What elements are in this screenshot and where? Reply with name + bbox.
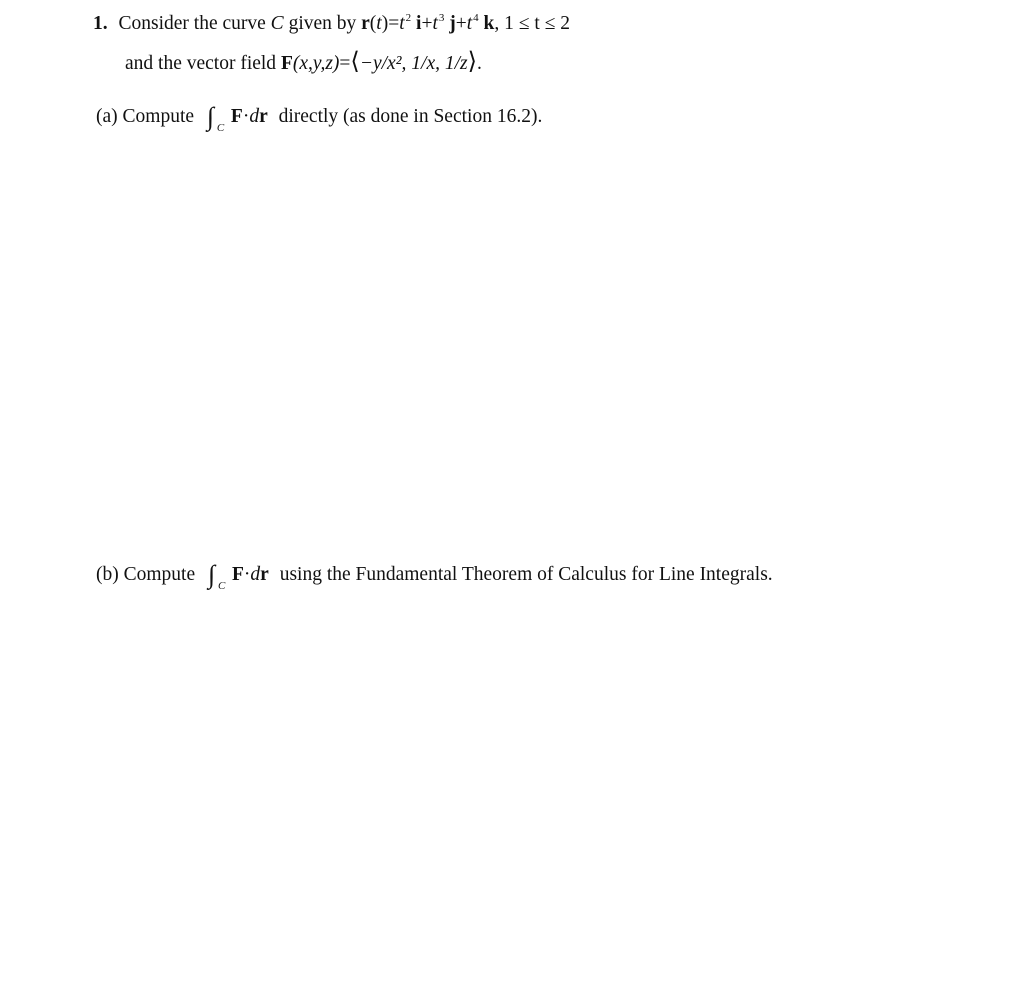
integral-symbol: ∫ C (206, 102, 225, 134)
part-a-text: directly (as done in Section 16.2). (278, 106, 543, 127)
curve-name: C (270, 13, 284, 34)
integral-symbol: ∫ C (207, 560, 226, 592)
problem-number: 1. (93, 13, 108, 34)
field-intro: and the vector field (125, 53, 277, 74)
integrand-F: F (231, 564, 244, 585)
integral-subscript: C (216, 122, 225, 134)
part-b-label: (b) Compute (96, 564, 196, 585)
field-components: −y/x², 1/x, 1/z (359, 53, 468, 74)
i-unit-vector: i (416, 13, 422, 34)
problem-intro: Consider the curve (118, 13, 266, 34)
problem-statement-line-2: and the vector field F(x,y,z)=⟨−y/x², 1/x, 1/z⟩. (125, 49, 482, 75)
problem-statement-line-1: 1. Consider the curve C given by $r(t)=t^2$ $i+t^3$ $j+t^4$ k, 1 ≤ t ≤ 2 (93, 12, 570, 34)
part-b: (b) Compute ∫ C F·dr using the Fundamental Theorem of Calculus for Line Integrals. (96, 560, 773, 592)
integral-subscript: C (217, 580, 226, 592)
k-unit-vector: k (483, 13, 495, 34)
part-a-label: (a) Compute (96, 106, 195, 127)
j-unit-vector: j (449, 13, 456, 34)
field-name: F (280, 53, 293, 74)
integrand-F: F (230, 106, 243, 127)
parameter-range: 1 ≤ t ≤ 2 (504, 13, 570, 34)
part-b-text: using the Fundamental Theorem of Calculus for Line Integrals. (279, 564, 773, 585)
r-vector: r (361, 13, 370, 34)
part-a: (a) Compute ∫ C F·dr directly (as done in Section 16.2). (96, 102, 543, 134)
field-args: (x,y,z) (292, 53, 340, 74)
given-by: given by (288, 13, 357, 34)
